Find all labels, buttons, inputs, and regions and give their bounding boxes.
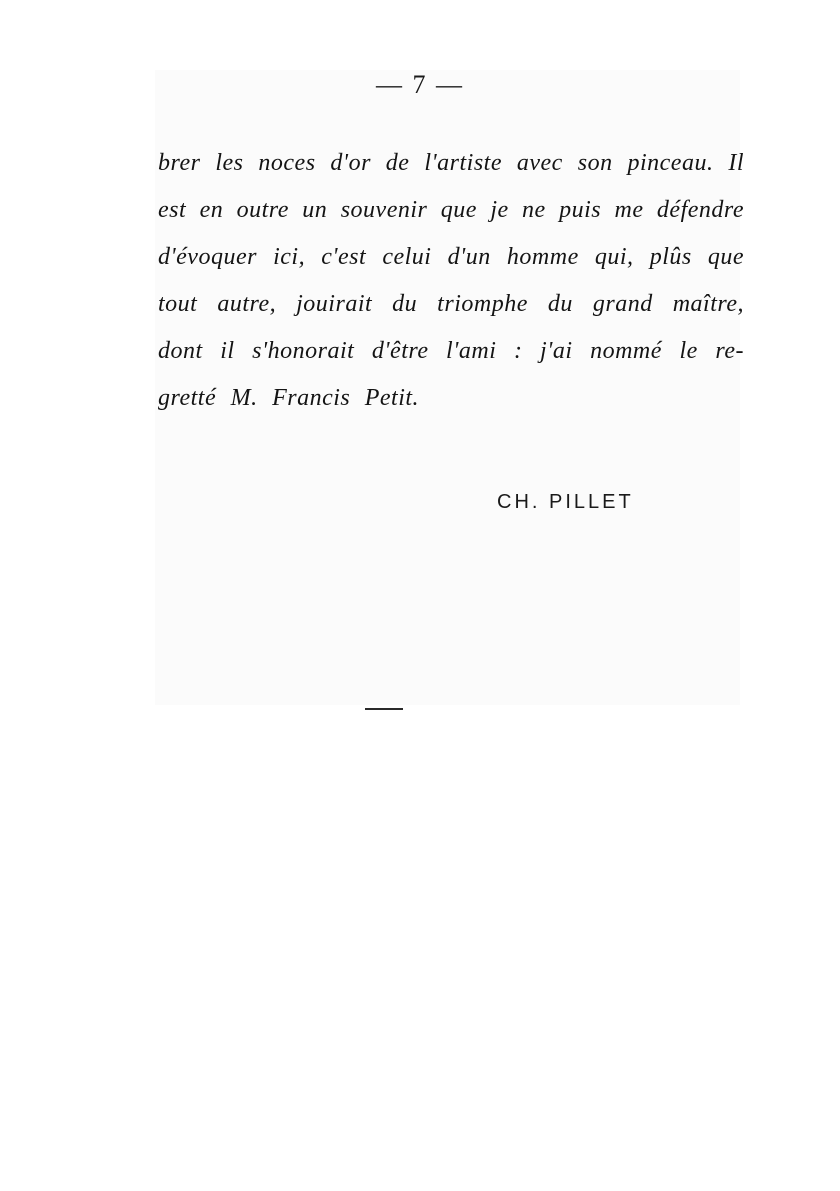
text-line: d'évoquer ici, c'est celui d'un homme qui, plûs que — [158, 244, 744, 270]
page-number: — 7 — — [376, 70, 464, 99]
body-paragraph — [158, 140, 744, 422]
text-line: gretté M. Francis Petit. — [158, 385, 420, 411]
text-line: tout autre, jouirait du triomphe du grand maître, — [158, 291, 744, 317]
author-signature: CH. PILLET — [497, 491, 634, 513]
text-line: est en outre un souvenir que je ne puis me défendre — [158, 197, 744, 223]
text-line: dont il s'honorait d'être l'ami : j'ai nommé le re- — [158, 338, 744, 364]
text-line: brer les noces d'or de l'artiste avec son pinceau. Il — [158, 150, 744, 176]
section-divider — [365, 708, 403, 710]
